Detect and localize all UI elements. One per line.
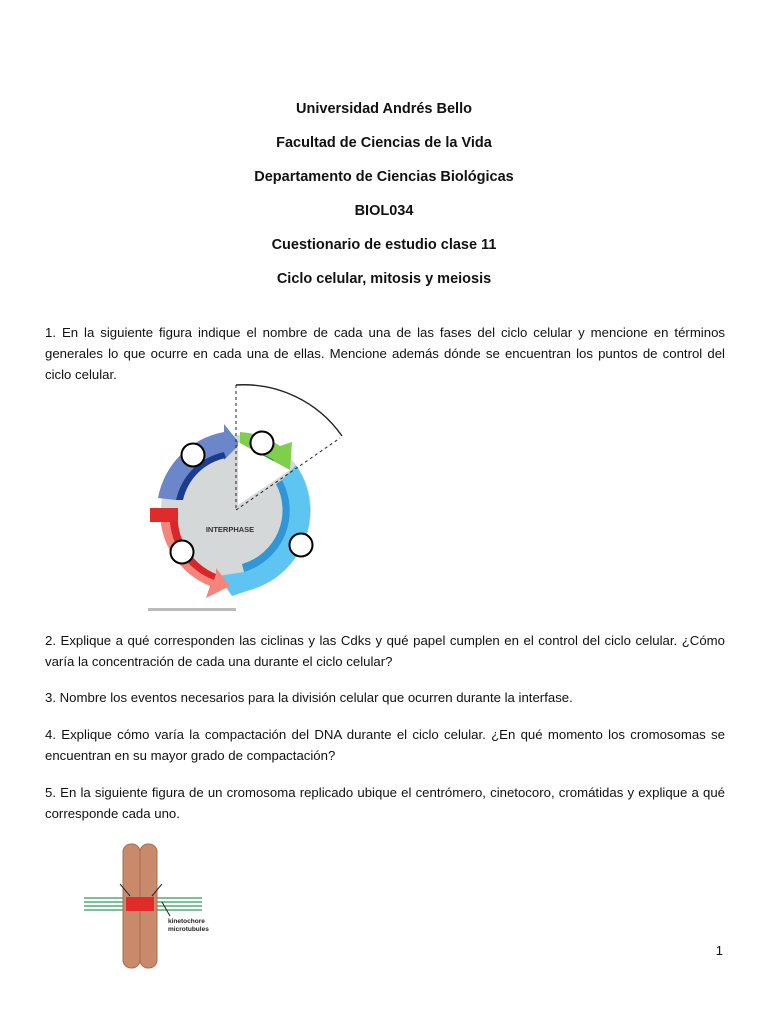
question-1: 1. En la siguiente figura indique el nombre de cada una de las fases del ciclo celular y mencione en términos generales lo que ocurre en cada una de ellas. Mencione además dónde se encuentran los puntos de control del ciclo celular. <box>45 325 725 382</box>
page-number: 1 <box>715 943 723 958</box>
answer-circle-g2[interactable] <box>182 444 205 467</box>
question-5: 5. En la siguiente figura de un cromosoma replicado ubique el centrómero, cinetocoro, cromátidas y explique a qué corresponde cada uno. <box>45 785 725 821</box>
figure-caption-smudge <box>148 608 236 611</box>
kinetochore <box>126 897 154 911</box>
label-pointer <box>162 902 170 916</box>
chromosome-figure <box>80 840 230 972</box>
answer-circle-m[interactable] <box>171 541 194 564</box>
questionnaire-title: Cuestionario de estudio clase 11 <box>271 237 497 253</box>
university-title: Universidad Andrés Bello <box>296 101 472 117</box>
cell-cycle-figure <box>140 380 355 618</box>
g0-arc <box>236 385 342 436</box>
question-4: 4. Explique cómo varía la compactación del DNA durante el ciclo celular. ¿En qué momento los cromosomas se encuentran en su mayor grado de compactación? <box>45 727 725 763</box>
mitosis-block <box>150 508 178 522</box>
question-3: 3. Nombre los eventos necesarios para la división celular que ocurren durante la interfase. <box>45 690 573 705</box>
topic-title: Ciclo celular, mitosis y meiosis <box>276 271 492 287</box>
faculty-title: Facultad de Ciencias de la Vida <box>276 135 492 151</box>
answer-circle-g1[interactable] <box>251 432 274 455</box>
course-code: BIOL034 <box>354 203 414 219</box>
microtubules-label: microtubules <box>168 926 209 933</box>
department-title: Departamento de Ciencias Biológicas <box>254 169 514 185</box>
answer-circle-s[interactable] <box>290 534 313 557</box>
interphase-label: INTERPHASE <box>205 525 255 534</box>
kinetochore-label: kinetochore <box>168 918 205 925</box>
question-2: 2. Explique a qué corresponden las ciclinas y las Cdks y qué papel cumplen en el control del ciclo celular. ¿Cómo varía la concentración de cada una durante el ciclo celular? <box>45 633 725 669</box>
